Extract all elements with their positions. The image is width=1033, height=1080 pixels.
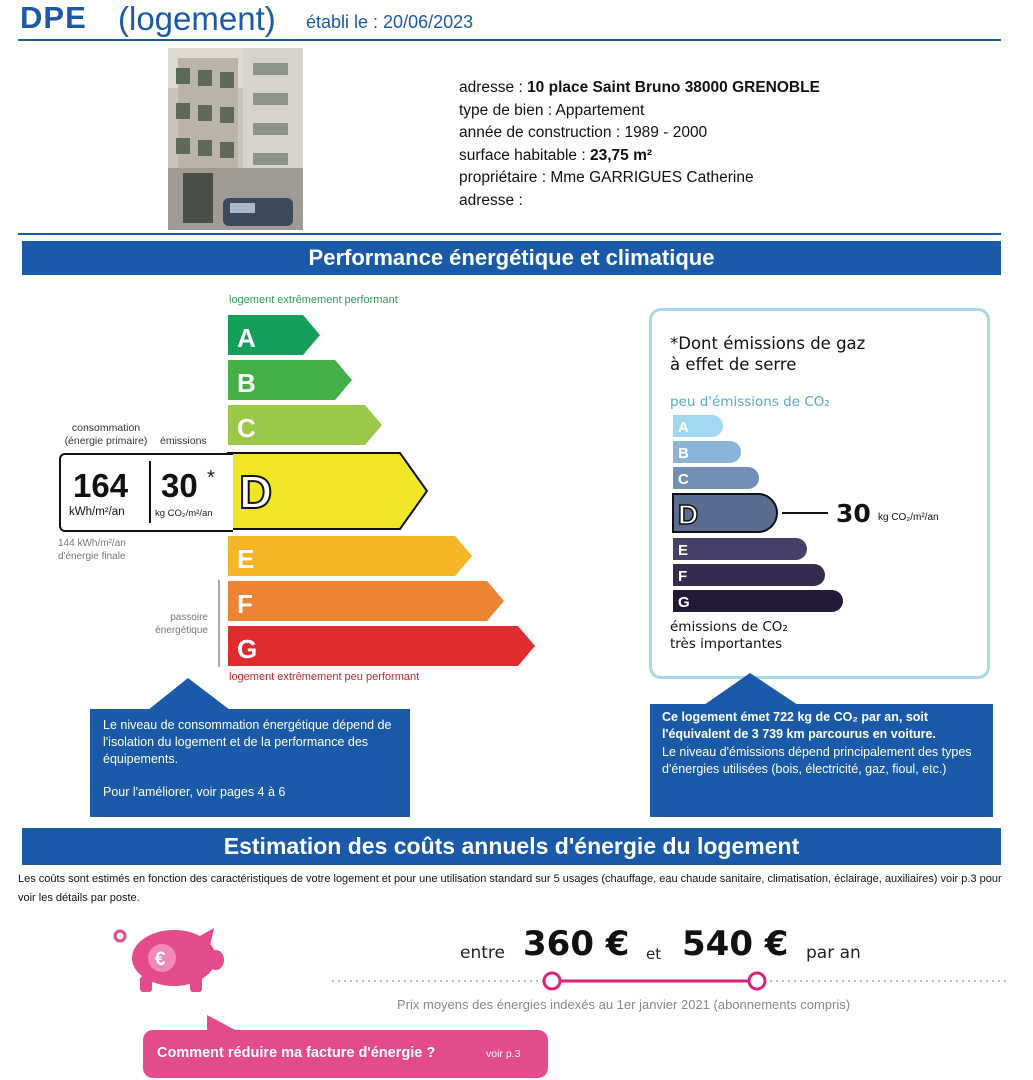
energy-class-a bbox=[228, 315, 320, 355]
svg-text:E: E bbox=[237, 544, 255, 574]
ghg-value: 30 bbox=[836, 499, 871, 528]
ghg-class-g bbox=[673, 590, 843, 612]
energie-finale: 144 kWh/m²/an d'énergie finale bbox=[58, 538, 126, 562]
energy-bottom-label: logement extrêmement peu performant bbox=[229, 671, 420, 683]
emissions-asterisk: * bbox=[207, 467, 215, 489]
annee-construction: année de construction : 1989 - 2000 bbox=[459, 124, 708, 141]
prix-moyens-note: Prix moyens des énergies indexés au 1er janvier 2021 (abonnements compris) bbox=[397, 997, 851, 1012]
left-callout-text: Le niveau de consommation énergétique dépend de l'isolation du logement et de la performance des équipements. bbox=[103, 718, 392, 766]
ghg-class-a bbox=[673, 415, 723, 437]
energy-class-d bbox=[228, 453, 427, 529]
box-divider bbox=[149, 461, 151, 523]
svg-text:F: F bbox=[678, 568, 688, 585]
consommation-label: consommation (énergie primaire) bbox=[64, 422, 148, 447]
right-callout-pointer bbox=[650, 673, 993, 705]
cost-max: 540 € bbox=[682, 924, 789, 964]
par-an-label: par an bbox=[806, 943, 861, 963]
property-photo bbox=[168, 48, 303, 230]
energy-class-f bbox=[228, 581, 504, 621]
energy-class-c bbox=[228, 405, 382, 445]
entre-label: entre bbox=[460, 943, 505, 963]
surface-value: 23,75 m² bbox=[589, 146, 653, 164]
svg-text:D: D bbox=[239, 466, 273, 518]
costs-section-title: Estimation des coûts annuels d'énergie du logement bbox=[22, 828, 1001, 865]
svg-text:B: B bbox=[237, 368, 256, 398]
type-de-bien: type de bien : Appartement bbox=[459, 101, 645, 119]
header-divider bbox=[18, 39, 1001, 41]
ghg-unit: kg CO₂/m²/an bbox=[878, 512, 939, 523]
right-callout bbox=[650, 704, 993, 817]
cost-min: 360 € bbox=[523, 924, 630, 964]
passoire-bracket bbox=[218, 580, 220, 667]
surface-label: surface habitable : bbox=[459, 146, 590, 164]
consumption-value: 164 bbox=[73, 467, 129, 504]
piggy-bank-icon bbox=[112, 918, 227, 998]
consumption-unit: kWh/m²/an bbox=[69, 506, 125, 518]
svg-text:A: A bbox=[237, 323, 256, 353]
reduce-bill-label: Comment réduire ma facture d'énergie ? bbox=[157, 1045, 436, 1061]
energy-class-g bbox=[228, 626, 535, 666]
adresse-label: adresse : bbox=[459, 79, 528, 96]
right-callout-bold: Ce logement émet 722 kg de CO₂ par an, soit l'équivalent de 3 739 km parcourus en voiture. bbox=[662, 710, 936, 741]
et-label: et bbox=[646, 945, 662, 963]
emissions-value: 30 bbox=[161, 467, 198, 504]
svg-text:G: G bbox=[237, 634, 258, 664]
logement-title: (logement) bbox=[118, 0, 276, 37]
ghg-class-c bbox=[673, 467, 759, 489]
svg-text:C: C bbox=[678, 471, 689, 488]
ghg-top-label: peu d'émissions de CO₂ bbox=[670, 394, 830, 410]
svg-text:C: C bbox=[237, 413, 256, 443]
left-callout-pointer bbox=[90, 678, 410, 710]
ghg-class-e bbox=[673, 538, 807, 560]
reduce-bill-button[interactable] bbox=[143, 1030, 548, 1078]
ghg-bottom-label: émissions de CO₂ très importantes bbox=[670, 619, 788, 652]
svg-text:€: € bbox=[155, 949, 166, 970]
emissions-unit: kg CO₂/m²/an bbox=[155, 508, 213, 519]
reduce-bill-page-ref: voir p.3 bbox=[486, 1048, 521, 1060]
svg-text:F: F bbox=[237, 589, 253, 619]
right-callout-text: Le niveau d'émissions dépend principalement des types d'énergies utilisées (bois, électricité, gaz, fioul, etc.) bbox=[662, 745, 972, 776]
ghg-panel bbox=[649, 308, 990, 679]
ghg-class-b bbox=[673, 441, 741, 463]
svg-text:G: G bbox=[678, 594, 690, 611]
proprietaire: propriétaire : Mme GARRIGUES Catherine bbox=[459, 169, 754, 186]
energy-top-label: logement extrêmement performant bbox=[229, 294, 398, 306]
cost-range-bar bbox=[330, 968, 1010, 994]
info-divider bbox=[18, 233, 1001, 235]
ghg-class-d bbox=[673, 494, 777, 532]
left-callout-link-text: Pour l'améliorer, voir pages 4 à 6 bbox=[103, 785, 286, 799]
ghg-class-f bbox=[673, 564, 825, 586]
consumption-box bbox=[59, 453, 233, 532]
establishment-date: établi le : 20/06/2023 bbox=[306, 12, 474, 32]
svg-text:A: A bbox=[678, 419, 689, 436]
energy-class-e bbox=[228, 536, 472, 576]
performance-section-title: Performance énergétique et climatique bbox=[22, 241, 1001, 275]
adresse-value: 10 place Saint Bruno 38000 GRENOBLE bbox=[527, 79, 820, 96]
costs-intro: Les coûts sont estimés en fonction des caractéristiques de votre logement et pour une utilisation standard sur 5 usages (chauffage, eau chaude sanitaire, climatisation, éclairage, auxiliaires) voir p.3 pour voir les détails par poste. bbox=[18, 873, 1002, 904]
dpe-title: DPE bbox=[20, 0, 87, 35]
passoire-energetique-label: passoire énergétique bbox=[155, 612, 208, 636]
emissions-label: émissions bbox=[160, 435, 207, 447]
svg-text:D: D bbox=[678, 499, 699, 530]
energy-class-b bbox=[228, 360, 352, 400]
svg-text:B: B bbox=[678, 445, 689, 462]
adresse-proprietaire: adresse : bbox=[459, 191, 523, 209]
ghg-title: *Dont émissions de gaz à effet de serre bbox=[670, 334, 866, 374]
left-callout bbox=[90, 709, 410, 817]
svg-text:E: E bbox=[678, 542, 689, 559]
energy-scale bbox=[225, 308, 545, 673]
property-info bbox=[459, 77, 820, 212]
